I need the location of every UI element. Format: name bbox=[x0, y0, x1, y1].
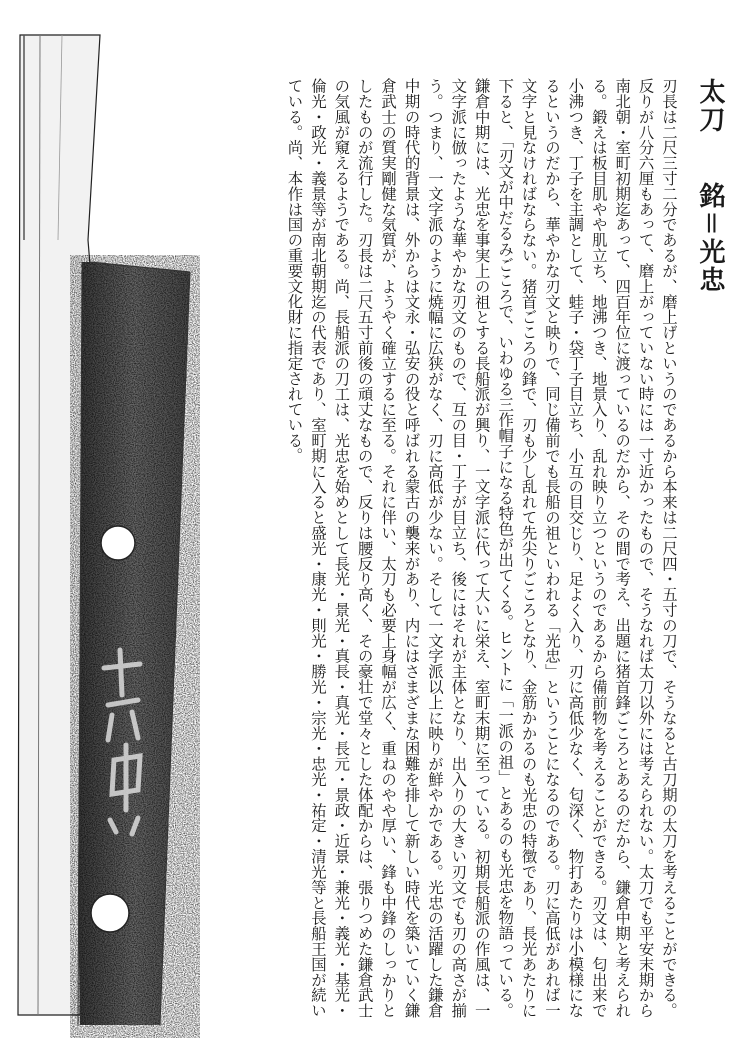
vertical-text-column bbox=[268, 78, 726, 1018]
body-paragraph: 刃長は二尺三寸二分であるが、磨上げというのであるから本来は二尺四・五寸の刀で、そうなると古刀期の太刀を考えることができる。反りが八分六厘もあって、磨上がっていない時には一寸近かったもので、そうなれば太刀以外には考えられない。太刀でも平安末期から南北朝・室町初期迄あって、四百年位に渡っているのだから、その間で考え、出題に猪首鋒ごころとあるのだから、鎌倉中期と考えられる。鍛えは板目肌やや肌立ち、地沸つき、地景入り、乱れ映り立つというのであるから備前物を考えることができる。刃文は、匂出来で小沸つき、丁子を主調として、蛙子・袋丁子目立ち、小互の目交じり、足よく入り、刃に高低少なく、匂深く、物打あたりは小模様になるというのだから、華やかな刃文と映りで、同じ備前でも長船の祖といわれる「光忠」ということになるのである。刃に高低があれば一文字と見なければならない。猪首ごころの鋒で、刃も少し乱れて先尖りごころとなり、金筋かかるのも光忠の特徴であり、長光あたりに下ると、「刃文が中だるみごころで、いわゆる三作帽子になる特色が出てくる。ヒントに「一派の祖」とあるのも光忠を物語っている。鎌倉中期には、光忠を事実上の祖とする長船派が興り、一文字派に代って大いに栄え、室町末期に至っている。初期長船派の作風は、一文字派に倣ったような華やかな刃文のもので、互の目・丁子が目立ち、後にはそれが主体となり、出入りの大きい刃文でも刃の高さが揃う。つまり、一文字派のように焼幅に広狭がなく、刃に高低が少ない。そして一文字派以上に映りが鮮やかである。光忠の活躍した鎌倉中期の時代的背景は、外からは文永・弘安の役と呼ばれる蒙古の襲来があり、内にはさまざまな困難を排して新しい時代を築いていく鎌倉武士の質実剛健な気質が、ようやく確立するに至る。それに伴い、太刀も必要上身幅が広く、重ねのやや厚い、鋒も中鋒のしっかりとしたものが流行した。刃長は二尺五寸前後の頑丈なもので、反りは腰反り高く、その豪壮で堂々とした体配からは、張りつめた鎌倉武士の気風が窺えるようである。尚、長船派の刀工は、光忠を始めとして長光・景光・真長・真光・長元・景政・近景・兼光・義光・基光・倫光・政光・義景等が南北朝期迄の代表であり、室町期に入ると盛光・康光・則光・勝光・宗光・忠光・祐定・清光等と長船王国が続いている。尚、本作は国の重要文化財に指定されている。 bbox=[285, 78, 678, 1018]
page-title bbox=[694, 78, 726, 1018]
body-text bbox=[282, 78, 680, 1018]
sword-blade-photo bbox=[0, 0, 200, 1038]
title-sword-type: 太刀 bbox=[695, 78, 725, 134]
title-inscription: 銘＝光忠 bbox=[695, 182, 725, 295]
